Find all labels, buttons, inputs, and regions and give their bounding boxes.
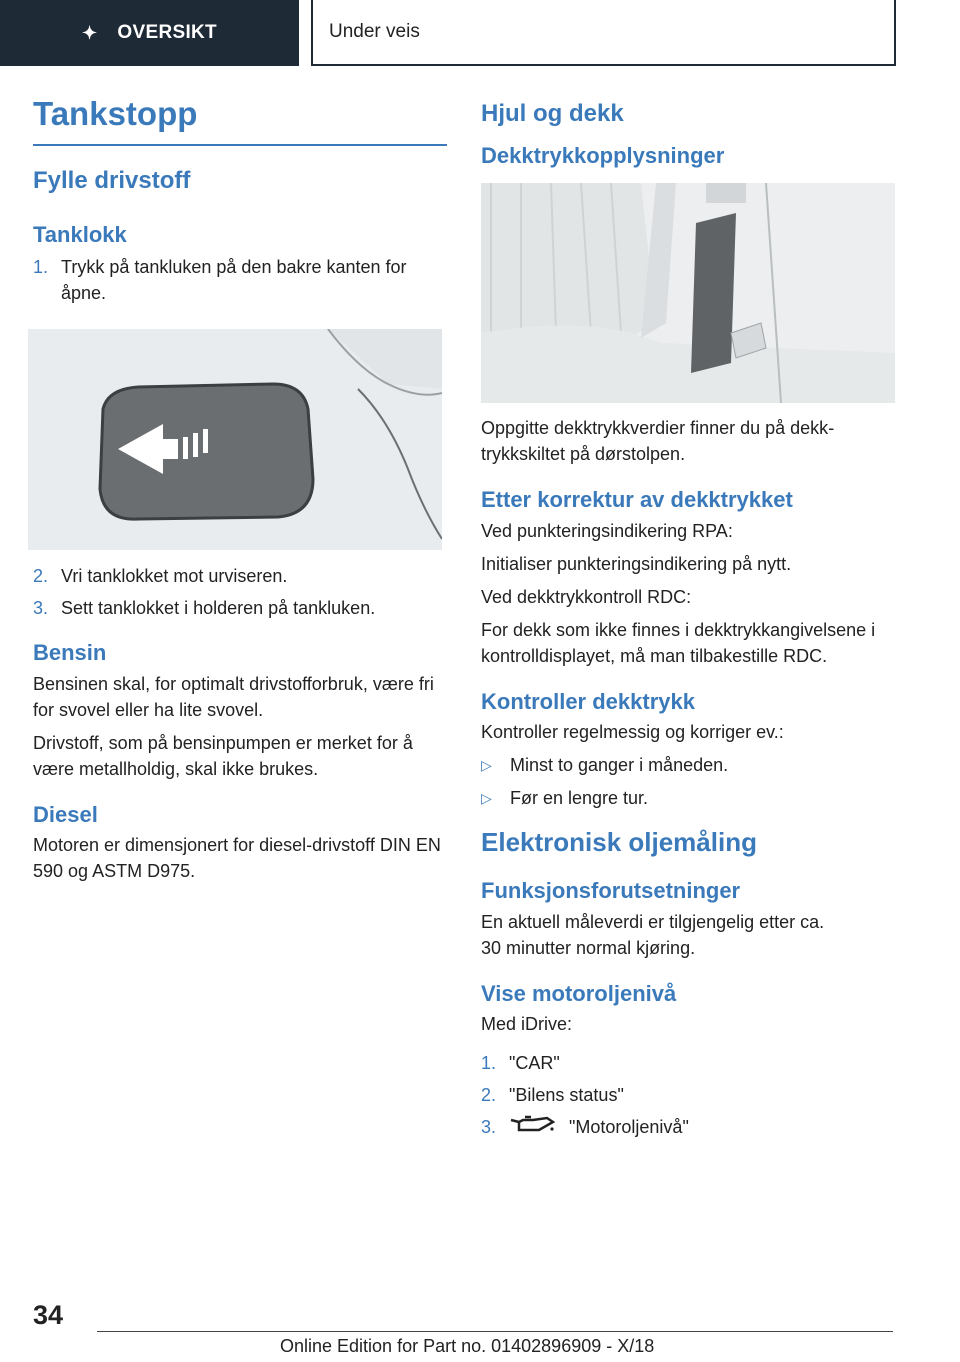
step-number: 3. [33,598,49,619]
step-text: Vri tanklokket mot urviseren. [61,566,288,587]
heading-bensin: Bensin [33,640,107,666]
heading-funksjonsforutsetninger: Funksjonsforutsetninger [481,878,741,904]
step-number: 1. [33,257,49,278]
footer-edition: Online Edition for Part no. 01402896909 - X/18 [280,1336,655,1356]
tab-section[interactable] [311,0,896,66]
heading-dekktrykkopplysninger: Dekktrykkopplysninger [481,142,725,168]
heading-diesel: Diesel [33,801,98,827]
bullet-text: Før en lengre tur. [510,787,649,808]
subtitle-fylle-drivstoff: Fylle drivstoff [33,167,191,195]
triangle-right-icon: ▷ [481,789,492,806]
list-item [33,254,447,306]
list-item [33,563,447,589]
list-item [481,1050,899,1076]
etter-paragraph-3: Ved dekktrykkontroll RDC: [481,586,692,607]
bensin-paragraph-2: Drivstoff, som på bensinpumpen er merket for å være metallholdig, skal ikke brukes. [33,732,413,779]
etter-paragraph-4: For dekk som ikke finnes i dekktrykkangivelsene i kontrolldisplayet, må man tilbakestille RDC. [481,619,876,666]
kontroller-paragraph: Kontroller regelmessig og korriger ev.: [481,721,784,742]
fuel-flap-illustration [28,329,442,550]
step-number: 2. [481,1084,497,1105]
star-icon: ✦ [82,22,98,43]
bullet-text: Minst to ganger i måneden. [510,754,729,775]
funk-paragraph-2: 30 minutter normal kjøring. [481,937,696,958]
list-item [481,752,899,778]
funk-paragraph-1: En aktuell måleverdi er tilgjengelig etter ca. [481,911,825,932]
heading-etter-korrektur: Etter korrektur av dekktrykket [481,487,793,513]
dekk-paragraph: Oppgitte dekktrykkverdier finner du på dekktrykkskiltet på dørstolpen. [481,418,835,465]
oil-can-icon [509,1114,557,1143]
step-text: "CAR" [509,1052,560,1073]
step-text: "Bilens status" [509,1084,624,1105]
etter-paragraph-2: Initialiser punkteringsindikering på nytt. [481,553,792,574]
vise-steps [481,1050,899,1143]
heading-vise-motoroljeniva: Vise motoroljenivå [481,980,677,1006]
right-column [481,100,899,1143]
tab-overview-label: OVERSIKT [117,22,217,43]
left-column [33,96,447,884]
page-title: Tankstopp [33,96,447,146]
list-item [481,785,899,811]
step-text: Trykk på tankluken på den bakre kanten for åpne. [61,257,407,304]
door-pillar-image [481,183,895,403]
diesel-paragraph: Motoren er dimensjonert for diesel-drivstoff DIN EN 590 og ASTM D975. [33,835,441,882]
door-pillar-illustration [481,183,895,403]
step-text: "Motoroljenivå" [569,1116,689,1137]
step-number: 2. [33,566,49,587]
heading-elektronisk-oljemaling: Elektronisk oljemåling [481,826,757,857]
triangle-right-icon: ▷ [481,756,492,773]
list-item [33,595,447,621]
tab-overview[interactable] [0,0,299,66]
vise-paragraph: Med iDrive: [481,1013,573,1034]
heading-tanklokk: Tanklokk [33,222,127,248]
etter-paragraph-1: Ved punkteringsindikering RPA: [481,520,733,541]
heading-kontroller-dekktrykk: Kontroller dekktrykk [481,688,695,714]
heading-hjul-og-dekk: Hjul og dekk [481,100,624,127]
step-text: Sett tanklokket i holderen på tankluken. [61,598,376,619]
page-number: 34 [33,1300,64,1330]
step-number: 1. [481,1052,497,1073]
bensin-paragraph-1: Bensinen skal, for optimalt drivstofforbruk, være fri for svovel eller ha lite svovel. [33,673,434,720]
step-number: 3. [481,1116,497,1137]
list-item [481,1082,899,1108]
footer-divider [97,1331,893,1332]
fuel-flap-image [28,329,442,550]
tanklokk-steps [33,254,447,306]
kontroller-list [481,752,899,811]
list-item [481,1114,899,1143]
tab-section-label: Under veis [329,21,420,42]
tanklokk-steps-continued [33,563,447,621]
